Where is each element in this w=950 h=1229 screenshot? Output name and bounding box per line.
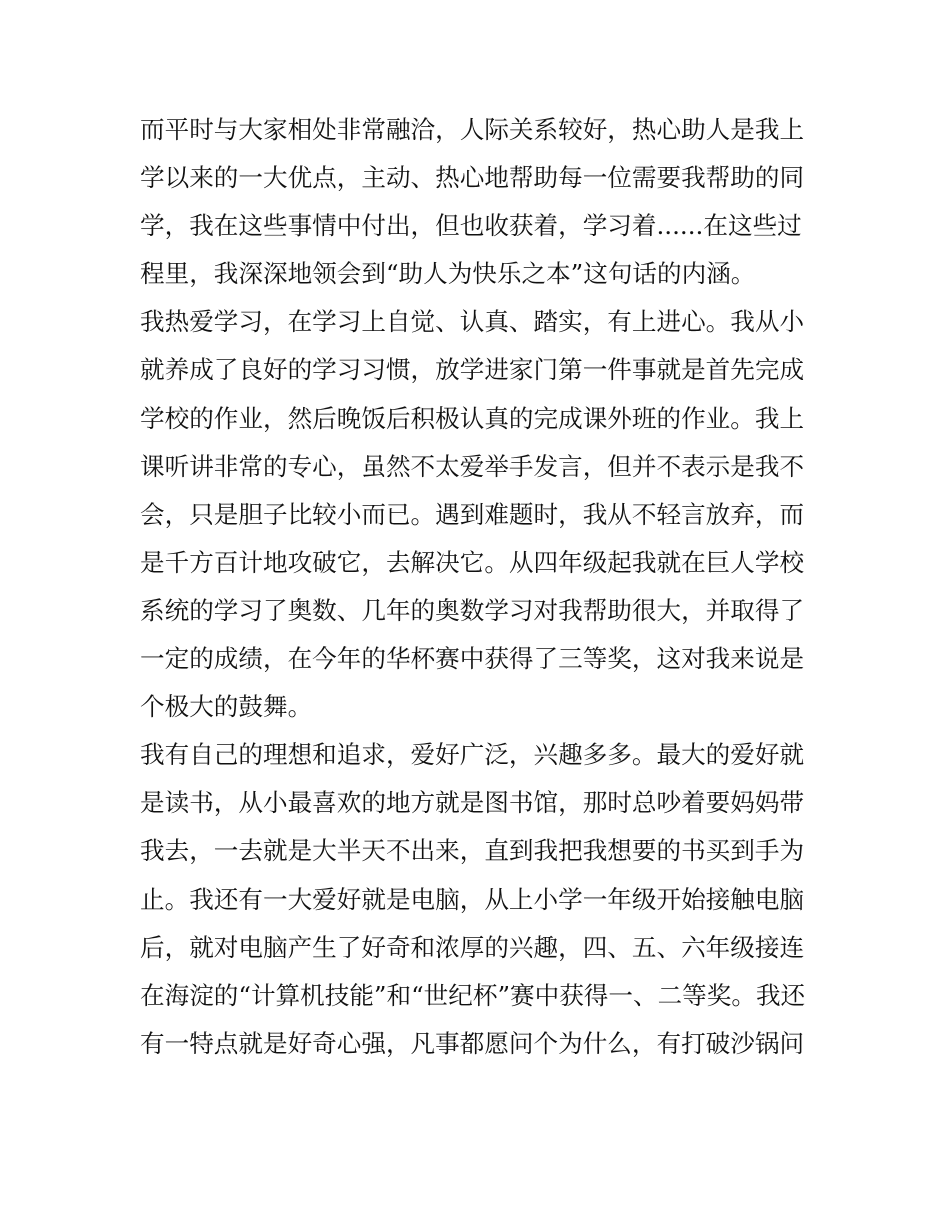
text-line: 学校的作业，然后晚饭后积极认真的完成课外班的作业。我上 <box>140 403 805 433</box>
text-line: 有一特点就是好奇心强，凡事都愿问个为什么，有打破沙锅问 <box>140 1028 805 1058</box>
text-line: 而平时与大家相处非常融洽，人际关系较好，热心助人是我上 <box>140 115 805 144</box>
text-line: 是读书，从小最喜欢的地方就是图书馆，那时总吵着要妈妈带 <box>140 788 805 818</box>
text-line: 系统的学习了奥数、几年的奥数学习对我帮助很大，并取得了 <box>140 595 805 625</box>
text-line: 我去，一去就是大半天不出来，直到我把我想要的书买到手为 <box>140 836 805 866</box>
text-line: 个极大的鼓舞。 <box>140 692 313 722</box>
text-line: 一定的成绩，在今年的华杯赛中获得了三等奖，这对我来说是 <box>140 644 805 674</box>
text-line: 我有自己的理想和追求，爱好广泛，兴趣多多。最大的爱好就 <box>140 740 805 770</box>
text-line: 学以来的一大优点，主动、热心地帮助每一位需要我帮助的同 <box>140 163 805 193</box>
text-line: 是千方百计地攻破它，去解决它。从四年级起我就在巨人学校 <box>140 547 805 577</box>
text-line: 在海淀的“计算机技能”和“世纪杯”赛中获得一、二等奖。我还 <box>140 980 806 1010</box>
text-line: 就养成了良好的学习习惯，放学进家门第一件事就是首先完成 <box>140 355 805 385</box>
text-line: 我热爱学习，在学习上自觉、认真、踏实，有上进心。我从小 <box>140 307 805 337</box>
text-line: 程里，我深深地领会到“助人为快乐之本”这句话的内涵。 <box>140 259 756 289</box>
text-line: 学，我在这些事情中付出，但也收获着，学习着......在这些过 <box>140 211 802 241</box>
text-line: 后，就对电脑产生了好奇和浓厚的兴趣，四、五、六年级接连 <box>140 932 805 962</box>
body-text <box>140 106 820 1068</box>
text-line: 课听讲非常的专心，虽然不太爱举手发言，但并不表示是我不 <box>140 451 805 481</box>
text-line: 会，只是胆子比较小而已。遇到难题时，我从不轻言放弃，而 <box>140 499 805 529</box>
text-line: 止。我还有一大爱好就是电脑，从上小学一年级开始接触电脑 <box>140 884 805 914</box>
